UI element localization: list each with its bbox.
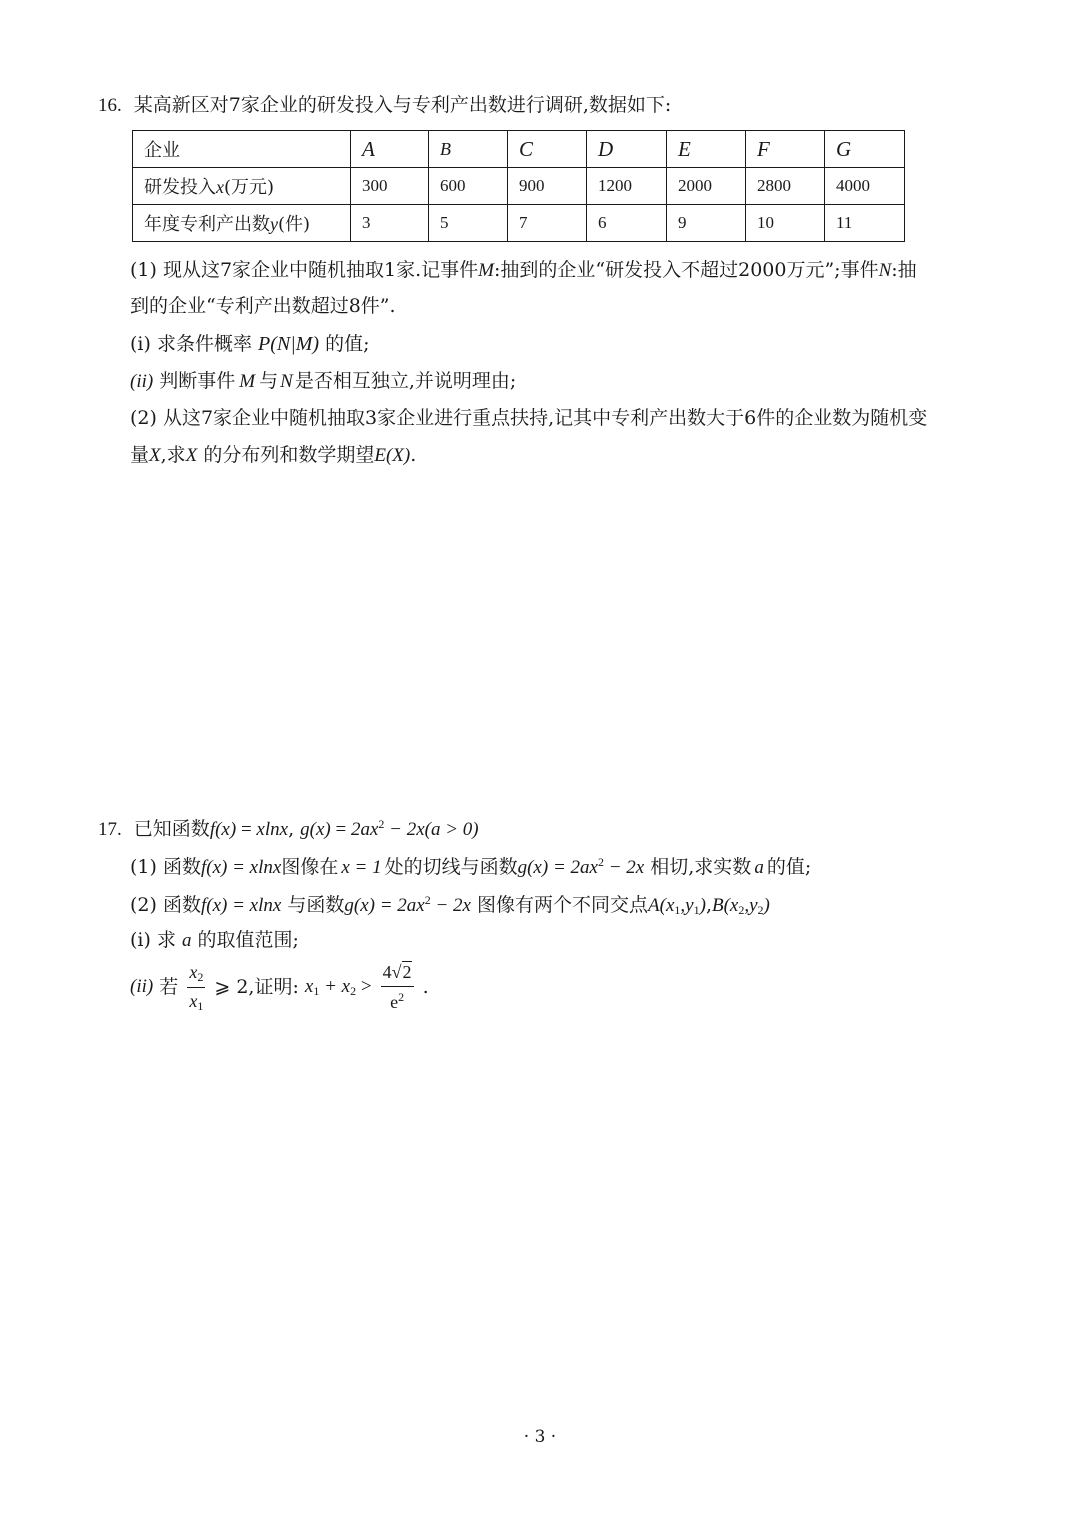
q16-part1-line2: 到的企业“专利产出数超过8件”. bbox=[130, 295, 396, 317]
table-cell: 5 bbox=[429, 205, 508, 242]
table-header-row bbox=[133, 131, 905, 168]
q17-part2-i: (i) 求 a 的取值范围; bbox=[130, 929, 299, 951]
ratio-fraction: $\frac{x_2}{x_1}$ bbox=[189, 962, 204, 1013]
page-number: · 3 · bbox=[523, 1427, 557, 1447]
q17-part1: (1) 函数f(x) = xlnx图像在 x = 1 处的切线与函数$g(x) = 2ax^2 - 2x$ 相切,求实数 a 的值; bbox=[130, 855, 812, 878]
table-header-cell: A bbox=[351, 131, 429, 168]
table-cell: 11 bbox=[825, 205, 905, 242]
table-cell: 4000 bbox=[825, 168, 905, 205]
table-header-cell: D bbox=[587, 131, 667, 168]
q16-number: 16. bbox=[98, 95, 122, 116]
q17-stem-line: 17. 已知函数f(x) = xlnx, $g(x) = 2ax^2 - 2x(a > 0)$ bbox=[98, 817, 479, 840]
table-cell: 2800 bbox=[746, 168, 825, 205]
bound-fraction: $\frac{4√2}{e^2}$ bbox=[382, 962, 412, 1012]
q17-part2-ii: (ii) 若 $\frac{x_2}{x_1}$ ⩾ 2,证明: $x_1 + x_2$ > $\frac{4√2}{e^2}$ . bbox=[130, 962, 429, 1013]
row-label-investment: 研发投入x(万元) bbox=[133, 168, 351, 205]
table-header-cell: E bbox=[667, 131, 746, 168]
table-cell: 7 bbox=[508, 205, 587, 242]
table-cell: 9 bbox=[667, 205, 746, 242]
table-row bbox=[133, 168, 905, 205]
q16-part1-i: (i) 求条件概率 P(N|M) 的值; bbox=[130, 333, 370, 355]
q17-part2: (2) 函数f(x) = xlnx 与函数$g(x) = 2ax^2 - 2x$ 图像有两个不同交点$A(x_1,y_1),B(x_2,y_2)$ bbox=[130, 893, 770, 917]
row-label-patents: 年度专利产出数y(件) bbox=[133, 205, 351, 242]
table-cell: 600 bbox=[429, 168, 508, 205]
table-cell: 3 bbox=[351, 205, 429, 242]
q16-part1-line1: (1) 现从这7家企业中随机抽取1家.记事件M:抽到的企业“研发投入不超过2000万元”;事件N:抽 bbox=[130, 259, 917, 281]
table-cell: 300 bbox=[351, 168, 429, 205]
q16-part2-line1: (2) 从这7家企业中随机抽取3家企业进行重点扶持,记其中专利产出数大于6件的企业数为随机变 bbox=[130, 407, 928, 429]
table-header-cell: B bbox=[429, 131, 508, 168]
q17-number: 17. bbox=[98, 819, 122, 840]
table-cell: 10 bbox=[746, 205, 825, 242]
q16-stem: 某高新区对7家企业的研发投入与专利产出数进行调研,数据如下: bbox=[133, 94, 672, 116]
table-header-cell: C bbox=[508, 131, 587, 168]
table-cell: 900 bbox=[508, 168, 587, 205]
q16-data-table bbox=[132, 130, 905, 242]
q16-part1-ii: (ii) 判断事件 M 与 N 是否相互独立,并说明理由; bbox=[130, 370, 517, 392]
table-cell: 1200 bbox=[587, 168, 667, 205]
q16-part2-line2: 量X,求X 的分布列和数学期望E(X). bbox=[130, 444, 417, 466]
table-cell: 6 bbox=[587, 205, 667, 242]
q16-stem-line bbox=[98, 96, 671, 115]
table-header-cell: G bbox=[825, 131, 905, 168]
table-header-cell: F bbox=[746, 131, 825, 168]
table-row bbox=[133, 205, 905, 242]
table-cell: 2000 bbox=[667, 168, 746, 205]
table-header-cell: 企业 bbox=[133, 131, 351, 168]
